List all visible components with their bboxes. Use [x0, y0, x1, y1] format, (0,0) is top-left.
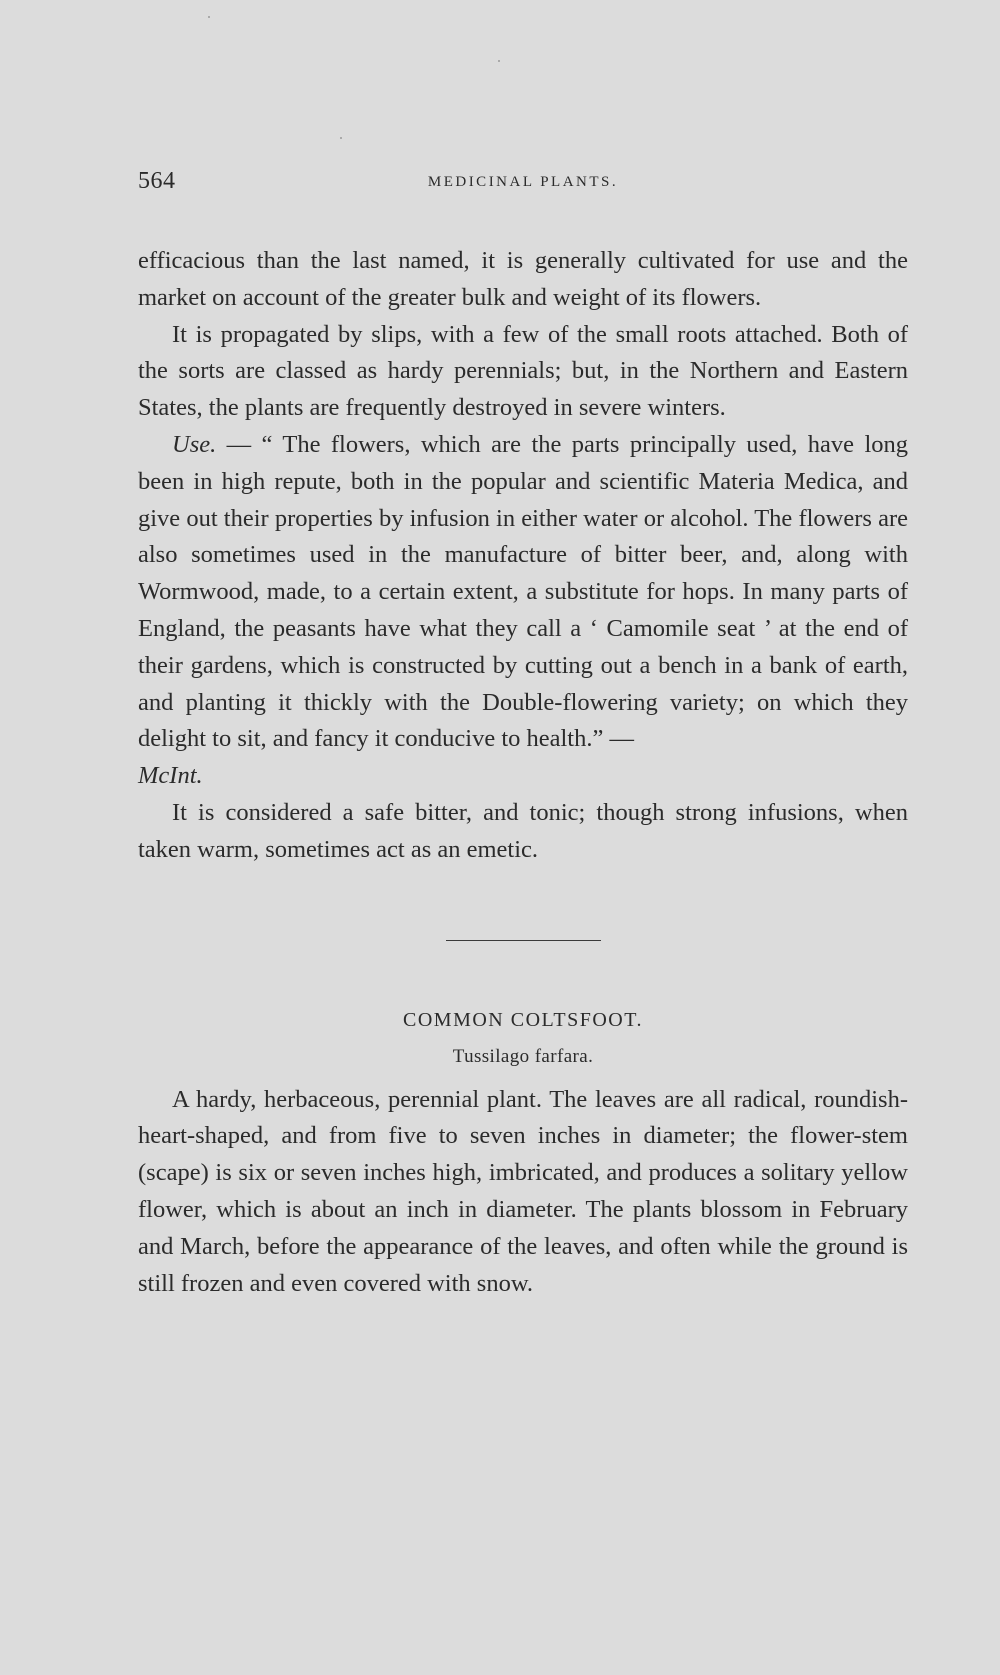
- paragraph-propagation: It is propagated by slips, with a few of the small roots attached. Both of the sorts are classed as hardy perennials; but, in the Northern and Eastern States, the plants are frequently destroyed in severe winters.: [138, 320, 908, 422]
- paragraph-continued: efficacious than the last named, it is generally cultivated for use and the market on account of the greater bulk and weight of its flowers.: [138, 247, 908, 311]
- running-title: MEDICINAL PLANTS.: [427, 174, 619, 190]
- section-title: COMMON COLTSFOOT.: [403, 1008, 643, 1031]
- paper-speck: [498, 60, 500, 62]
- running-head: [138, 160, 908, 200]
- paper-speck: [340, 137, 342, 139]
- paragraph-use: [138, 427, 908, 795]
- section-body: [138, 1082, 908, 1303]
- body-text: [138, 243, 908, 869]
- section-divider: [446, 940, 601, 941]
- book-page: [138, 160, 908, 1302]
- paper-speck: [208, 16, 210, 18]
- use-label: Use.: [172, 430, 217, 458]
- use-text: — “ The flowers, which are the parts principally used, have long been in high repute, both in the popular and scientific Materia Medica, and give out their properties by infusion in either water or alcohol. The flowers are also sometimes used in the manufacture of bitter beer, and, along with Wormwood, made, to a certain extent, a substitute for hops. In many parts of England, the peasants have what they call a ‘ Camomile seat ’ at the end of their gardens, which is constructed by cutting out a bench in a bank of earth, and planting it thickly with the Double-flowering variety; on which they delight to sit, and fancy it conducive to health.” —: [138, 430, 908, 753]
- page-number: 564: [138, 168, 176, 194]
- section-latin-name: Tussilago farfara.: [452, 1045, 594, 1067]
- paragraph-coltsfoot: A hardy, herbaceous, perennial plant. The leaves are all radical, roundish-heart-shaped, and from five to seven inches in diameter; the flower-stem (scape) is six or seven inches high, imbricated, and produces a solitary yellow flower, which is about an inch in diameter. The plants blossom in February and March, before the appearance of the leaves, and often while the ground is still frozen and even covered with snow.: [138, 1085, 908, 1297]
- attribution: McInt.: [138, 762, 203, 790]
- paragraph-bitter: It is considered a safe bitter, and tonic; though strong infusions, when taken warm, sometimes act as an emetic.: [138, 798, 908, 863]
